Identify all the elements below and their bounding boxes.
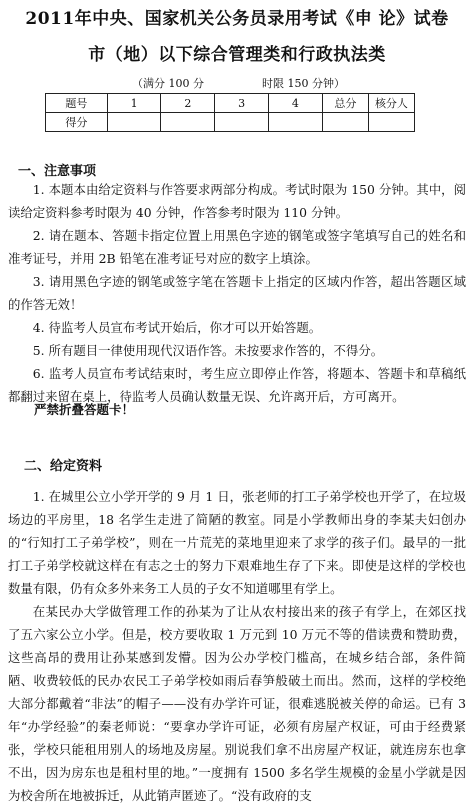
- warning-text: 严禁折叠答题卡！: [34, 402, 135, 417]
- score-entry-cell: [368, 113, 414, 132]
- note-item: 1. 本题本由给定资料与作答要求两部分构成。考试时限为 150 分钟。其中，阅读给定资料参考时限为 40 分钟，作答参考时限为 110 分钟。: [8, 182, 466, 220]
- score-cell: 题号: [46, 94, 108, 113]
- materials-block: [8, 485, 466, 807]
- note-item: 3. 请用黑色字迹的钢笔或签字笔在答题卡上指定的区域内作答，超出答题区域的作答无效！: [8, 274, 466, 312]
- score-cell: 1: [107, 94, 161, 113]
- score-table-header-row: [46, 94, 415, 113]
- score-cell: 3: [215, 94, 269, 113]
- score-entry-cell: [269, 113, 323, 132]
- note-item: 5. 所有题目一律使用现代汉语作答。未按要求作答的，不得分。: [32, 343, 384, 358]
- section-heading-materials: 二、给定资料: [24, 459, 103, 474]
- score-entry-cell: [161, 113, 215, 132]
- score-cell: 核分人: [368, 94, 414, 113]
- time-limit-note: 时限 150 分钟）: [262, 77, 345, 90]
- full-score-note: （满分 100 分: [132, 77, 204, 90]
- section-heading-notes: 一、注意事项: [18, 164, 97, 179]
- score-cell: 4: [269, 94, 323, 113]
- score-row-label: 得分: [46, 113, 108, 132]
- score-entry-cell: [322, 113, 368, 132]
- score-entry-cell: [107, 113, 161, 132]
- material-paragraph: 在某民办大学做管理工作的孙某为了让从农村接出来的孩子有学上，在郊区找了五六家公立小学。但是，校方要收取 1 万元到 10 万元不等的借读费和赞助费，这些高昂的费用让孙某感到发懵。因为公办学校门槛高，在城乡结合部，条件简陋、收费较低的民办农民工子弟学校如雨后春笋般破土而出。然而，这样的学校绝大部分都戴着“非法”的帽子——没有办学许可证，很难逃脱被关停的命运。已有 3 年“办学经验”的秦老师说：“要拿办学许可证，必须有房屋产权证，可由于经费紧张，学校只能租用别人的场地及房屋。别说我们拿不出房屋产权证，就连房东也拿不出，因为房东也是租村里的地。”一度拥有 1500 多名学生规模的金星小学就是因为校舍所在地被拆迁，从此销声匿迹了。“没有政府的支: [8, 604, 466, 803]
- exam-title: 2011年中央、国家机关公务员录用考试《申 论》试卷: [25, 9, 449, 29]
- score-cell: 总分: [322, 94, 368, 113]
- material-paragraph: 1. 在城里公立小学开学的 9 月 1 日，张老师的打工子弟学校也开学了，在垃圾场边的平房里，18 名学生走进了简陋的教室。同是小学教师出身的李某夫妇创办的“行知打工子弟学校”，则在一片荒芜的菜地里迎来了求学的孩子们。最早的一批打工子弟学校就这样在有志之士的努力下艰难地生存了下来。即使是这样的学校也数量有限，仍有众多外来务工人员的子女不知道哪里有学上。: [8, 489, 466, 596]
- note-item: 6. 监考人员宣布考试结束时，考生应立即停止作答，将题本、答题卡和草稿纸都翻过来留在桌上，待监考人员确认数量无误、允许离开后，方可离开。: [8, 366, 466, 404]
- exam-subtitle: 市（地）以下综合管理类和行政执法类: [88, 45, 386, 65]
- score-cell: 2: [161, 94, 215, 113]
- note-item: 4. 待监考人员宣布考试开始后，你才可以开始答题。: [32, 320, 322, 335]
- score-table-score-row: [46, 113, 415, 132]
- note-item: 2. 请在题本、答题卡指定位置上用黑色字迹的钢笔或签字笔填写自己的姓名和准考证号，并用 2B 铅笔在准考证号对应的数字上填涂。: [8, 228, 466, 266]
- notes-block: [8, 178, 466, 408]
- score-entry-cell: [215, 113, 269, 132]
- score-table: [45, 93, 415, 132]
